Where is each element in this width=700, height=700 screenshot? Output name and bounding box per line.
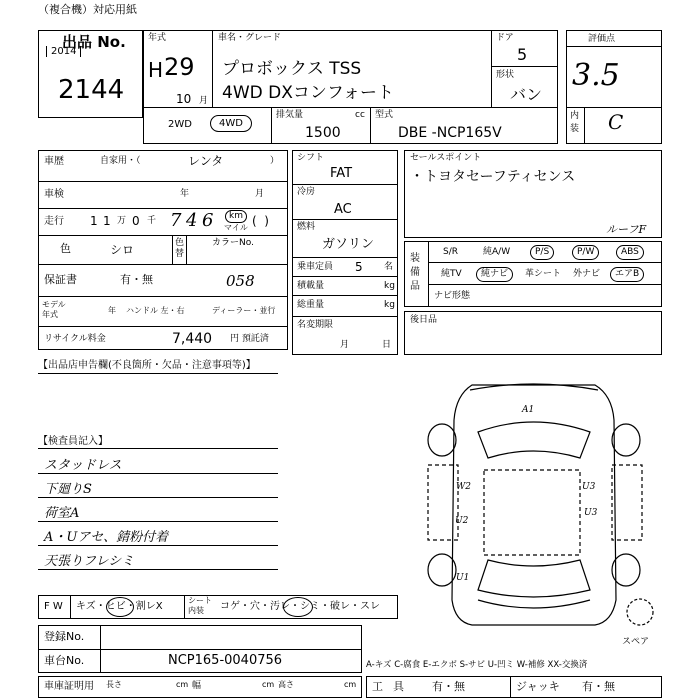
sales-handwritten: ルーフF [606, 223, 647, 236]
damage-mark-u3b: U3 [584, 508, 598, 518]
capacity-unit: 名 [384, 262, 394, 272]
color-code: 058 [226, 272, 255, 290]
lot-number: 2144 [58, 75, 125, 105]
tools-label: 工具 [372, 680, 414, 693]
dims-label: 車庫証明用 [44, 681, 94, 692]
damage-mark-u2: U2 [455, 516, 469, 526]
car-outline [452, 385, 616, 625]
dims-length-unit: cm [176, 680, 189, 689]
warranty-label: 保証書 [44, 273, 77, 286]
handle-options: ハンドル 左・右 [126, 306, 185, 315]
lot-title: 出品 No. [62, 33, 126, 51]
shape-label: 形状 [496, 70, 515, 80]
recycle-unit: 円 預託済 [230, 334, 269, 344]
load-label: 積載量 [297, 281, 325, 291]
interior-label: 内装 [570, 111, 580, 134]
year-label: 年式 [148, 33, 167, 43]
equip-tv: 純TV [441, 269, 462, 279]
dims-height-unit: cm [344, 680, 357, 689]
dims-length: 長さ [106, 680, 122, 689]
name-change-month: 月 [340, 340, 350, 350]
note-line-4: A・Uアセ、錆粉付着 [44, 530, 169, 545]
mileage-d6: 6 [202, 210, 214, 231]
month-unit: 月 [199, 96, 209, 106]
chassis-value: NCP165-0040756 [168, 653, 283, 668]
year-value: 29 [164, 53, 195, 81]
model-year-unit: 年 [108, 306, 116, 315]
drive-4wd: 4WD [210, 115, 252, 132]
warranty-options: 有・無 [120, 273, 153, 286]
jack-options: 有・無 [582, 680, 615, 693]
month-value: 10 [176, 92, 192, 106]
dims-width: 幅 [192, 681, 202, 691]
circle-fw-hibi [106, 597, 134, 617]
mileage-sen: 千 [147, 216, 157, 226]
note-line-1: スタッドレス [44, 458, 122, 473]
shift-label: シフト [297, 153, 325, 163]
mileage-label: 走行 [44, 216, 64, 227]
vehicle-grade: 4WD DXコンフォート [222, 83, 395, 103]
weight-label: 総重量 [297, 300, 325, 310]
fw-interior-options: コゲ・穴・汚レ・シミ・破レ・スレ [220, 601, 380, 612]
note-line-2: 下廻りS [44, 482, 92, 497]
name-change-label: 名変期限 [297, 320, 334, 330]
equip-aw: 純A/W [483, 247, 511, 257]
mileage-d5: 4 [186, 210, 198, 231]
damage-mark-u1: U1 [456, 573, 470, 583]
history-label: 車歴 [44, 156, 64, 167]
equipment-label: 装備品 [410, 253, 420, 292]
inspection-month: 月 [255, 189, 265, 199]
model-label: 型式 [375, 110, 394, 120]
sales-point: ・トヨタセーフティセンス [410, 169, 576, 185]
color-label: 色 [60, 242, 71, 255]
note-line-3: 荷室A [44, 506, 80, 521]
name-change-day: 日 [382, 340, 392, 350]
mileage-d1: 1 [90, 214, 98, 228]
mileage-d3: 0 [132, 214, 140, 228]
capacity-label: 乗車定員 [297, 262, 334, 272]
history-close: ） [270, 156, 280, 166]
fw-interior-label: シート内装 [188, 596, 212, 615]
displacement-unit: cc [355, 110, 365, 120]
shape-value: バン [510, 85, 543, 104]
sales-label: セールスポイント [410, 153, 482, 163]
equip-pw: P/W [572, 245, 599, 260]
seller-notes-label: 【出品店申告欄(不良箇所・欠品・注意事項等)】 [38, 360, 256, 371]
damage-mark-u3a: U3 [582, 482, 596, 492]
registration-label: 登録No. [44, 630, 85, 643]
equip-sr: S/R [443, 247, 458, 257]
recycle-label: リサイクル料金 [44, 334, 106, 344]
navi-label: ナビ形態 [434, 291, 471, 301]
era: H [148, 58, 164, 82]
dims-width-unit: cm [262, 680, 275, 689]
damage-legend: A-キズ C-腐食 E-エクボ S-サビ U-凹ミ W-補修 XX-交換済 [366, 660, 588, 670]
drive-2wd: 2WD [168, 119, 192, 130]
history-options: 自家用・（ [100, 156, 141, 166]
mileage-man: 万 [117, 216, 127, 226]
dims-height: 高さ [278, 680, 294, 689]
tools-options: 有・無 [432, 680, 465, 693]
ac-value: AC [334, 202, 352, 217]
mileage-unit-km: km [225, 210, 247, 223]
damage-mark-w2: W2 [456, 482, 471, 492]
equip-abs: ABS [616, 245, 644, 260]
ac-label: 冷房 [297, 187, 316, 197]
top-note: （複合機）対応用紙 [38, 3, 137, 16]
inspection-year: 年 [180, 189, 190, 199]
equip-airbag: エアB [610, 267, 644, 282]
spare-tire-icon [627, 599, 653, 625]
mileage-d4: 7 [170, 210, 182, 231]
equip-ext-navi: 外ナビ [573, 269, 601, 279]
recycle-amount: 7,440 [172, 331, 213, 347]
door-value: 5 [517, 45, 528, 64]
shift-value: FAT [330, 166, 353, 181]
fuel-label: 燃料 [297, 222, 316, 232]
displacement-value: 1500 [305, 125, 341, 141]
capacity-value: 5 [355, 260, 363, 274]
grade-label: 評価点 [588, 34, 616, 44]
fw-options: キズ・ヒビ・割レX [76, 601, 163, 612]
load-unit: kg [384, 281, 395, 291]
chassis-label: 車台No. [44, 654, 85, 667]
inspection-label: 車検 [44, 189, 64, 200]
interior-grade: C [608, 110, 624, 134]
color-change-label: 色替 [175, 238, 185, 259]
note-line-5: 天張りフレシミ [44, 554, 135, 569]
fw-label: F W [44, 601, 63, 612]
model-year-label: モデル年式 [42, 300, 66, 319]
equip-leather: 革シート [525, 269, 562, 279]
inspector-notes-label: 【検査員記入】 [38, 436, 108, 447]
mileage-unit-mile: マイル [224, 223, 248, 232]
dealer-options: ディーラー・並行 [212, 306, 276, 315]
door-label: ドア [496, 33, 514, 43]
displacement-label: 排気量 [276, 110, 304, 120]
history-value: レンタ [188, 154, 224, 168]
mileage-paren: ( ) [252, 214, 269, 228]
equip-navi: 純ナビ [476, 267, 513, 282]
grade-score: 3.5 [572, 58, 620, 93]
fuel-value: ガソリン [322, 237, 375, 252]
equip-ps: P/S [530, 245, 554, 260]
spare-label: スペア [622, 637, 650, 647]
mileage-d2: 1 [103, 214, 111, 228]
damage-mark-a1: A1 [522, 405, 535, 415]
model-value: DBE -NCP165V [398, 125, 502, 141]
color-code-label: カラーNo. [212, 238, 254, 248]
lot-year: 2014 [46, 46, 81, 57]
aftermarket-label: 後日品 [410, 315, 438, 325]
name-label: 車名・グレード [218, 33, 282, 43]
circle-interior-yogore [283, 597, 313, 617]
color-value: シロ [110, 243, 135, 257]
weight-unit: kg [384, 300, 395, 310]
vehicle-name: プロボックス TSS [222, 59, 362, 79]
jack-label: ジャッキ [516, 680, 560, 693]
